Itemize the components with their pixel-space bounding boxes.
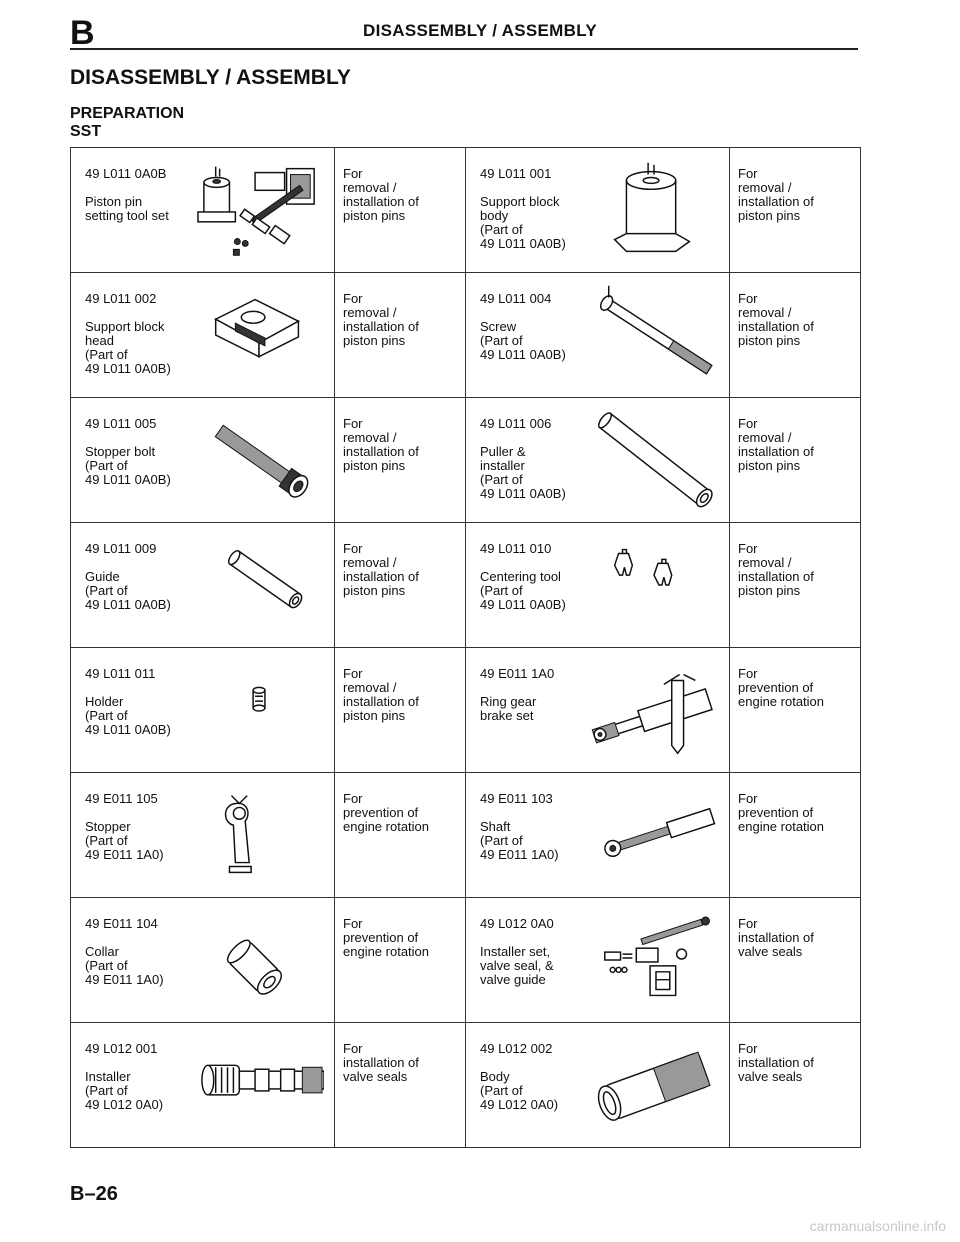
tool-cell (466, 398, 730, 523)
tool-cell (466, 273, 730, 398)
tool-info (480, 667, 585, 723)
tool-number: 49 L011 011 (85, 666, 156, 681)
tool-use-cell (335, 523, 466, 648)
collar-icon (196, 910, 324, 1010)
tool-info (85, 292, 190, 376)
tool-use-cell (730, 398, 861, 523)
tool-info (85, 792, 190, 862)
section-letter: B (70, 14, 95, 52)
tool-use-cell (335, 148, 466, 273)
tool-name: Screw (Part of 49 L011 0A0B) (480, 319, 566, 362)
screw-icon (591, 285, 719, 385)
tool-use-cell (730, 148, 861, 273)
tool-use: For removal / installation of piston pins (343, 291, 419, 348)
tool-number: 49 L011 004 (480, 291, 552, 306)
preparation-label: PREPARATION (70, 105, 185, 122)
stopper-icon (196, 785, 324, 885)
tool-name: Installer (Part of 49 L012 0A0) (85, 1069, 164, 1112)
tool-cell (71, 523, 335, 648)
guide-icon (196, 535, 324, 635)
tool-cell (71, 148, 335, 273)
tool-info (85, 167, 190, 223)
tool-info (480, 792, 585, 862)
tool-cell (71, 898, 335, 1023)
tool-info (480, 417, 585, 501)
tool-use-cell (335, 898, 466, 1023)
tool-number: 49 L012 0A0 (480, 916, 554, 931)
tool-info (480, 1042, 585, 1112)
body-icon (591, 1035, 719, 1135)
tool-name: Collar (Part of 49 E011 1A0) (85, 944, 164, 987)
tool-number: 49 L011 005 (85, 416, 157, 431)
tool-use: For prevention of engine rotation (343, 791, 430, 834)
tool-use: For removal / installation of piston pins (738, 416, 814, 473)
tool-cell (466, 523, 730, 648)
tool-use: For removal / installation of piston pins (343, 416, 419, 473)
sst-row (71, 398, 861, 523)
installer-icon (196, 1035, 324, 1135)
tool-name: Installer set, valve seal, & valve guide (480, 944, 554, 987)
tool-number: 49 L011 001 (480, 166, 552, 181)
tool-name: Stopper (Part of 49 E011 1A0) (85, 819, 164, 862)
tool-cell (466, 1023, 730, 1148)
tool-use: For installation of valve seals (738, 1041, 814, 1084)
support-block-head-icon (196, 285, 324, 385)
sst-row (71, 898, 861, 1023)
tool-cell (466, 648, 730, 773)
tool-number: 49 L012 001 (85, 1041, 158, 1056)
tool-use: For prevention of engine rotation (343, 916, 430, 959)
tool-number: 49 L011 0A0B (85, 166, 167, 181)
tool-name: Ring gear brake set (480, 694, 537, 723)
sst-row (71, 648, 861, 773)
tool-cell (71, 1023, 335, 1148)
tool-name: Piston pin setting tool set (85, 194, 169, 223)
tool-info (85, 667, 190, 737)
tool-use: For prevention of engine rotation (738, 791, 825, 834)
puller-installer-icon (591, 410, 719, 510)
tool-info (85, 917, 190, 987)
header-rule (70, 48, 858, 50)
tool-cell (71, 773, 335, 898)
tool-use-cell (730, 523, 861, 648)
tool-cell (466, 148, 730, 273)
installer-set-icon (591, 910, 719, 1010)
holder-icon (196, 660, 324, 760)
tool-use: For removal / installation of piston pins (738, 291, 814, 348)
tool-name: Shaft (Part of 49 E011 1A0) (480, 819, 559, 862)
sst-row (71, 273, 861, 398)
tool-use-cell (730, 898, 861, 1023)
tool-name: Body (Part of 49 L012 0A0) (480, 1069, 559, 1112)
tool-use: For prevention of engine rotation (738, 666, 825, 709)
tool-use-cell (730, 773, 861, 898)
tool-name: Centering tool (Part of 49 L011 0A0B) (480, 569, 566, 612)
tool-name: Support block head (Part of 49 L011 0A0B) (85, 319, 171, 376)
tool-number: 49 E011 1A0 (480, 666, 555, 681)
tool-info (85, 542, 190, 612)
tool-number: 49 L012 002 (480, 1041, 553, 1056)
tool-info (480, 917, 585, 987)
tool-info (85, 1042, 190, 1112)
tool-info (480, 542, 585, 612)
tool-use-cell (335, 1023, 466, 1148)
tool-number: 49 L011 002 (85, 291, 157, 306)
tool-use-cell (730, 1023, 861, 1148)
tool-cell (71, 648, 335, 773)
tool-use-cell (730, 648, 861, 773)
tool-name: Guide (Part of 49 L011 0A0B) (85, 569, 171, 612)
tool-use: For installation of valve seals (738, 916, 814, 959)
watermark: carmanualsonline.info (809, 1218, 946, 1234)
tool-use-cell (335, 773, 466, 898)
tool-cell (71, 398, 335, 523)
tool-cell (466, 898, 730, 1023)
tool-name: Support block body (Part of 49 L011 0A0B) (480, 194, 566, 251)
tool-use: For removal / installation of piston pins (343, 666, 419, 723)
centering-tool-icon (591, 535, 719, 635)
tool-name: Puller & installer (Part of 49 L011 0A0B) (480, 444, 566, 501)
shaft-icon (591, 785, 719, 885)
tool-use: For installation of valve seals (343, 1041, 419, 1084)
page-number: B–26 (70, 1183, 118, 1205)
tool-use: For removal / installation of piston pins (343, 166, 419, 223)
sst-label: SST (70, 123, 102, 140)
tool-cell (71, 273, 335, 398)
tool-use-cell (335, 398, 466, 523)
tool-number: 49 E011 103 (480, 791, 553, 806)
piston-pin-setting-tool-set-icon (196, 160, 324, 260)
tool-use: For removal / installation of piston pins (738, 541, 814, 598)
tool-info (480, 167, 585, 251)
section-title: DISASSEMBLY / ASSEMBLY (70, 66, 351, 89)
tool-info (85, 417, 190, 487)
tool-use: For removal / installation of piston pins (343, 541, 419, 598)
tool-use-cell (730, 273, 861, 398)
tool-number: 49 L011 010 (480, 541, 552, 556)
tool-use: For removal / installation of piston pins (738, 166, 814, 223)
sst-row (71, 523, 861, 648)
support-block-body-icon (591, 160, 719, 260)
sst-row (71, 148, 861, 273)
tool-number: 49 L011 006 (480, 416, 552, 431)
sst-table (70, 147, 861, 1148)
tool-name: Holder (Part of 49 L011 0A0B) (85, 694, 171, 737)
sst-row (71, 1023, 861, 1148)
sst-row (71, 773, 861, 898)
tool-number: 49 E011 104 (85, 916, 158, 931)
tool-cell (466, 773, 730, 898)
preparation-heading (70, 105, 184, 141)
stopper-bolt-icon (196, 410, 324, 510)
tool-name: Stopper bolt (Part of 49 L011 0A0B) (85, 444, 171, 487)
tool-use-cell (335, 273, 466, 398)
tool-number: 49 E011 105 (85, 791, 158, 806)
header-title: DISASSEMBLY / ASSEMBLY (363, 21, 597, 40)
tool-info (480, 292, 585, 362)
ring-gear-brake-set-icon (591, 660, 719, 760)
tool-number: 49 L011 009 (85, 541, 157, 556)
tool-use-cell (335, 648, 466, 773)
